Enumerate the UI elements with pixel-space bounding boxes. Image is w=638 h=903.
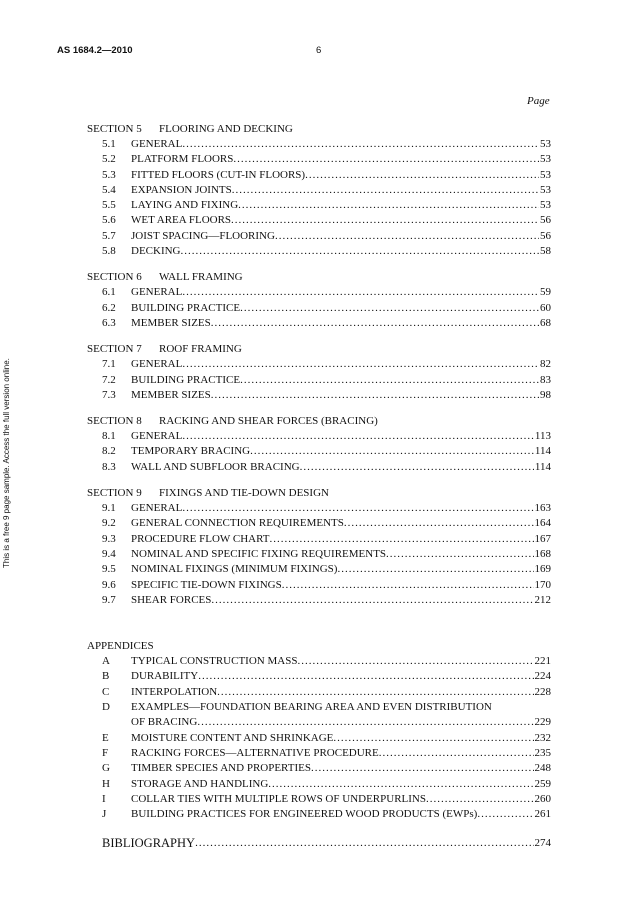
leader-dots	[282, 578, 534, 593]
entry-page: 261	[534, 808, 551, 821]
leader-dots	[240, 373, 539, 388]
entry-number: A	[102, 655, 110, 668]
entry-title: BUILDING PRACTICE	[131, 301, 241, 314]
section-number: SECTION 9	[87, 487, 142, 500]
entry-title: BUILDING PRACTICES FOR ENGINEERED WOOD PRODUCTS (EWPs)	[131, 808, 478, 821]
section-title: RACKING AND SHEAR FORCES (BRACING)	[159, 415, 378, 428]
entry-title: FITTED FLOORS (CUT-IN FLOORS)	[131, 168, 306, 181]
appendix-list	[87, 654, 551, 822]
toc-entry[interactable]	[87, 373, 551, 388]
section-title: FLOORING AND DECKING	[159, 123, 293, 135]
toc-section	[87, 485, 551, 608]
toc-entry[interactable]	[87, 357, 551, 372]
entry-page: 169	[534, 563, 551, 576]
toc-section	[87, 341, 551, 403]
entry-page: 167	[534, 532, 551, 545]
toc-entry[interactable]	[87, 137, 551, 152]
entry-title: INTERPOLATION	[131, 685, 218, 698]
entry-title: PROCEDURE FLOW CHART	[131, 532, 270, 545]
toc-section	[87, 269, 551, 331]
entry-page: 53	[540, 183, 551, 196]
entry-title: MEMBER SIZES	[131, 388, 211, 401]
leader-dots	[297, 654, 533, 669]
entry-title: NOMINAL FIXINGS (MINIMUM FIXINGS)	[131, 563, 338, 576]
entry-number: 9.4	[102, 547, 116, 560]
leader-dots	[386, 547, 533, 562]
leader-dots	[197, 715, 533, 730]
entry-number: F	[102, 746, 109, 759]
section-heading[interactable]	[87, 341, 551, 357]
bibliography-page: 274	[534, 837, 551, 850]
toc-entry[interactable]	[87, 429, 551, 444]
entry-title: TIMBER SPECIES AND PROPERTIES	[131, 762, 311, 775]
entry-title-continued: OF BRACING	[131, 716, 198, 729]
entry-page: 53	[540, 153, 551, 166]
entry-number: 5.5	[102, 199, 116, 212]
toc-entry[interactable]	[87, 807, 551, 822]
entry-page: 228	[534, 685, 551, 698]
entry-number: 8.3	[102, 460, 116, 473]
entry-title: GENERAL	[131, 138, 183, 150]
leader-dots	[211, 388, 539, 403]
entry-number: 6.3	[102, 316, 116, 329]
toc-entry[interactable]	[87, 654, 551, 669]
entry-page: 168	[534, 547, 551, 560]
entry-number: I	[102, 792, 106, 805]
toc-entry[interactable]	[87, 562, 551, 577]
toc-entry[interactable]	[87, 388, 551, 403]
entry-page: 53	[540, 199, 551, 212]
toc-section	[87, 413, 551, 475]
toc-entry[interactable]	[87, 516, 551, 531]
entry-page: 98	[540, 388, 551, 401]
entry-number: 8.1	[102, 430, 116, 443]
entry-page: 83	[540, 373, 551, 386]
entry-page: 232	[534, 731, 551, 744]
toc-entry[interactable]	[87, 685, 551, 700]
entry-number: 5.1	[102, 138, 116, 150]
leader-dots	[250, 444, 534, 459]
entry-page: 114	[534, 445, 551, 458]
toc-entry[interactable]	[87, 198, 551, 213]
entry-title: TEMPORARY BRACING	[131, 445, 251, 458]
entry-page: 212	[534, 593, 551, 606]
leader-dots	[211, 593, 533, 608]
entry-title: LAYING AND FIXING	[131, 199, 239, 212]
leader-dots	[211, 316, 539, 331]
leader-dots	[300, 460, 534, 475]
section-heading[interactable]	[87, 269, 551, 285]
section-heading[interactable]	[87, 121, 551, 137]
entry-page: 114	[534, 460, 551, 473]
toc-entry[interactable]	[87, 792, 551, 807]
entry-page: 68	[540, 316, 551, 329]
entry-page: 163	[534, 502, 551, 515]
entry-title: PLATFORM FLOORS	[131, 153, 234, 166]
entry-number: 5.3	[102, 168, 116, 181]
appendices-block	[87, 638, 551, 822]
entry-page: 259	[534, 777, 551, 790]
section-heading[interactable]	[87, 485, 551, 501]
toc-entry[interactable]	[87, 593, 551, 608]
entry-page: 235	[534, 746, 551, 759]
leader-dots	[217, 685, 533, 700]
entry-title: SPECIFIC TIE-DOWN FIXINGS	[131, 578, 282, 591]
entry-number: 7.3	[102, 388, 116, 401]
entry-number: D	[102, 701, 110, 714]
toc-entry[interactable]	[87, 285, 551, 300]
leader-dots	[333, 731, 533, 746]
section-number: SECTION 7	[87, 343, 142, 356]
entry-page: 53	[540, 138, 551, 150]
standard-header: AS 1684.2—2010	[57, 45, 133, 56]
leader-dots	[311, 761, 534, 776]
leader-dots	[231, 213, 539, 228]
toc-entry[interactable]	[87, 213, 551, 228]
entry-number: 9.7	[102, 593, 116, 606]
entry-number: 5.8	[102, 245, 116, 258]
entry-title: WET AREA FLOORS	[131, 214, 232, 227]
entry-page: 60	[540, 301, 551, 314]
entry-number: H	[102, 777, 110, 790]
toc-entry[interactable]	[87, 501, 551, 516]
entry-page: 221	[534, 655, 551, 668]
entry-page: 56	[540, 214, 551, 227]
toc-entry[interactable]	[87, 301, 551, 316]
bibliography-label: BIBLIOGRAPHY	[102, 836, 196, 851]
leader-dots	[379, 746, 534, 761]
entry-page: 53	[540, 168, 551, 181]
leader-dots	[268, 777, 533, 792]
entry-number: 5.2	[102, 153, 116, 166]
entry-number: 9.6	[102, 578, 116, 591]
entry-title: GENERAL	[131, 430, 183, 443]
toc-entry[interactable]	[87, 244, 551, 259]
entry-title: MOISTURE CONTENT AND SHRINKAGE	[131, 731, 334, 744]
entry-title: GENERAL CONNECTION REQUIREMENTS	[131, 517, 344, 530]
leader-dots	[182, 501, 533, 516]
entry-number: 9.5	[102, 563, 116, 576]
entry-number: 9.1	[102, 502, 116, 515]
leader-dots	[182, 357, 539, 372]
sample-notice: This is a free 9 page sample. Access the full version online.	[2, 358, 11, 568]
entry-number: 9.3	[102, 532, 116, 545]
toc-entry[interactable]	[87, 532, 551, 547]
leader-dots	[305, 168, 539, 183]
leader-dots	[269, 532, 533, 547]
section-title: FIXINGS AND TIE-DOWN DESIGN	[159, 487, 329, 500]
toc-entry-line[interactable]	[87, 700, 551, 715]
toc-entry[interactable]	[87, 578, 551, 593]
toc-entry[interactable]	[87, 316, 551, 331]
toc-entry[interactable]	[87, 168, 551, 183]
toc-entry[interactable]	[87, 761, 551, 776]
leader-dots	[344, 516, 534, 531]
section-title: WALL FRAMING	[159, 271, 243, 284]
entry-title: EXPANSION JOINTS	[131, 183, 232, 196]
entry-number: 6.2	[102, 301, 116, 314]
entry-page: 224	[534, 670, 551, 683]
entry-page: 56	[540, 229, 551, 242]
leader-dots	[233, 152, 539, 167]
entry-page: 229	[534, 716, 551, 729]
toc-entry[interactable]	[87, 731, 551, 746]
entry-number: 6.1	[102, 286, 116, 299]
page-number: 6	[316, 45, 322, 56]
bibliography-entry[interactable]	[87, 836, 551, 851]
toc-entry[interactable]	[87, 746, 551, 761]
entry-number: E	[102, 731, 109, 744]
toc-entry-continued[interactable]	[87, 715, 551, 730]
toc-section	[87, 121, 551, 259]
entry-number: 5.4	[102, 183, 116, 196]
entry-number: 9.2	[102, 517, 116, 530]
entry-title: GENERAL	[131, 502, 183, 515]
entry-title: RACKING FORCES—ALTERNATIVE PROCEDURE	[131, 746, 379, 759]
entry-title: BUILDING PRACTICE	[131, 373, 241, 386]
entry-title: SHEAR FORCES	[131, 593, 212, 606]
toc-entry[interactable]	[87, 669, 551, 684]
entry-number: 8.2	[102, 445, 116, 458]
entry-page: 164	[534, 517, 551, 530]
section-title: ROOF FRAMING	[159, 343, 242, 356]
entry-page: 113	[534, 430, 551, 443]
entry-page: 59	[540, 286, 551, 299]
entry-page: 58	[540, 245, 551, 258]
toc-entry[interactable]	[87, 229, 551, 244]
leader-dots	[477, 807, 533, 822]
entry-title: GENERAL	[131, 286, 183, 299]
page-column-label: Page	[527, 95, 550, 107]
entry-page: 248	[534, 762, 551, 775]
leader-dots	[181, 244, 540, 259]
section-number: SECTION 5	[87, 123, 142, 135]
toc-entry[interactable]	[87, 547, 551, 562]
leader-dots	[337, 562, 533, 577]
leader-dots	[240, 301, 539, 316]
toc-entry[interactable]	[87, 444, 551, 459]
leader-dots	[232, 183, 539, 198]
leader-dots	[275, 229, 539, 244]
section-heading[interactable]	[87, 413, 551, 429]
leader-dots	[182, 429, 534, 444]
entry-title: NOMINAL AND SPECIFIC FIXING REQUIREMENTS	[131, 547, 387, 560]
appendices-title: APPENDICES	[87, 640, 154, 653]
entry-number: J	[102, 808, 107, 821]
entry-title: COLLAR TIES WITH MULTIPLE ROWS OF UNDERPURLINS	[131, 792, 426, 805]
leader-dots	[182, 137, 539, 152]
entry-title: STORAGE AND HANDLING	[131, 777, 269, 790]
section-number: SECTION 6	[87, 271, 142, 284]
toc-entry[interactable]	[87, 777, 551, 792]
entry-page: 82	[540, 358, 551, 371]
toc-entry[interactable]	[87, 183, 551, 198]
leader-dots	[195, 836, 533, 851]
entry-title: TYPICAL CONSTRUCTION MASS	[131, 655, 298, 668]
entry-page: 170	[534, 578, 551, 591]
sections-list	[87, 121, 551, 608]
entry-title: DECKING	[131, 245, 181, 258]
toc-entry[interactable]	[87, 152, 551, 167]
entry-title: WALL AND SUBFLOOR BRACING	[131, 460, 300, 473]
leader-dots	[426, 792, 534, 807]
entry-title: EXAMPLES—FOUNDATION BEARING AREA AND EVEN DISTRIBUTION	[131, 701, 492, 714]
section-number: SECTION 8	[87, 415, 142, 428]
toc-entry[interactable]	[87, 460, 551, 475]
leader-dots	[182, 285, 539, 300]
entry-title: DURABILITY	[131, 670, 199, 683]
entry-number: 5.6	[102, 214, 116, 227]
entry-number: C	[102, 685, 110, 698]
entry-title: JOIST SPACING—FLOORING	[131, 229, 275, 242]
entry-number: 7.1	[102, 358, 116, 371]
entry-title: MEMBER SIZES	[131, 316, 211, 329]
entry-number: B	[102, 670, 110, 683]
leader-dots	[238, 198, 539, 213]
entry-title: GENERAL	[131, 358, 183, 371]
leader-dots	[198, 669, 533, 684]
entry-number: 5.7	[102, 229, 116, 242]
entry-number: 7.2	[102, 373, 116, 386]
table-of-contents	[87, 121, 551, 852]
entry-number: G	[102, 762, 110, 775]
entry-page: 260	[534, 792, 551, 805]
